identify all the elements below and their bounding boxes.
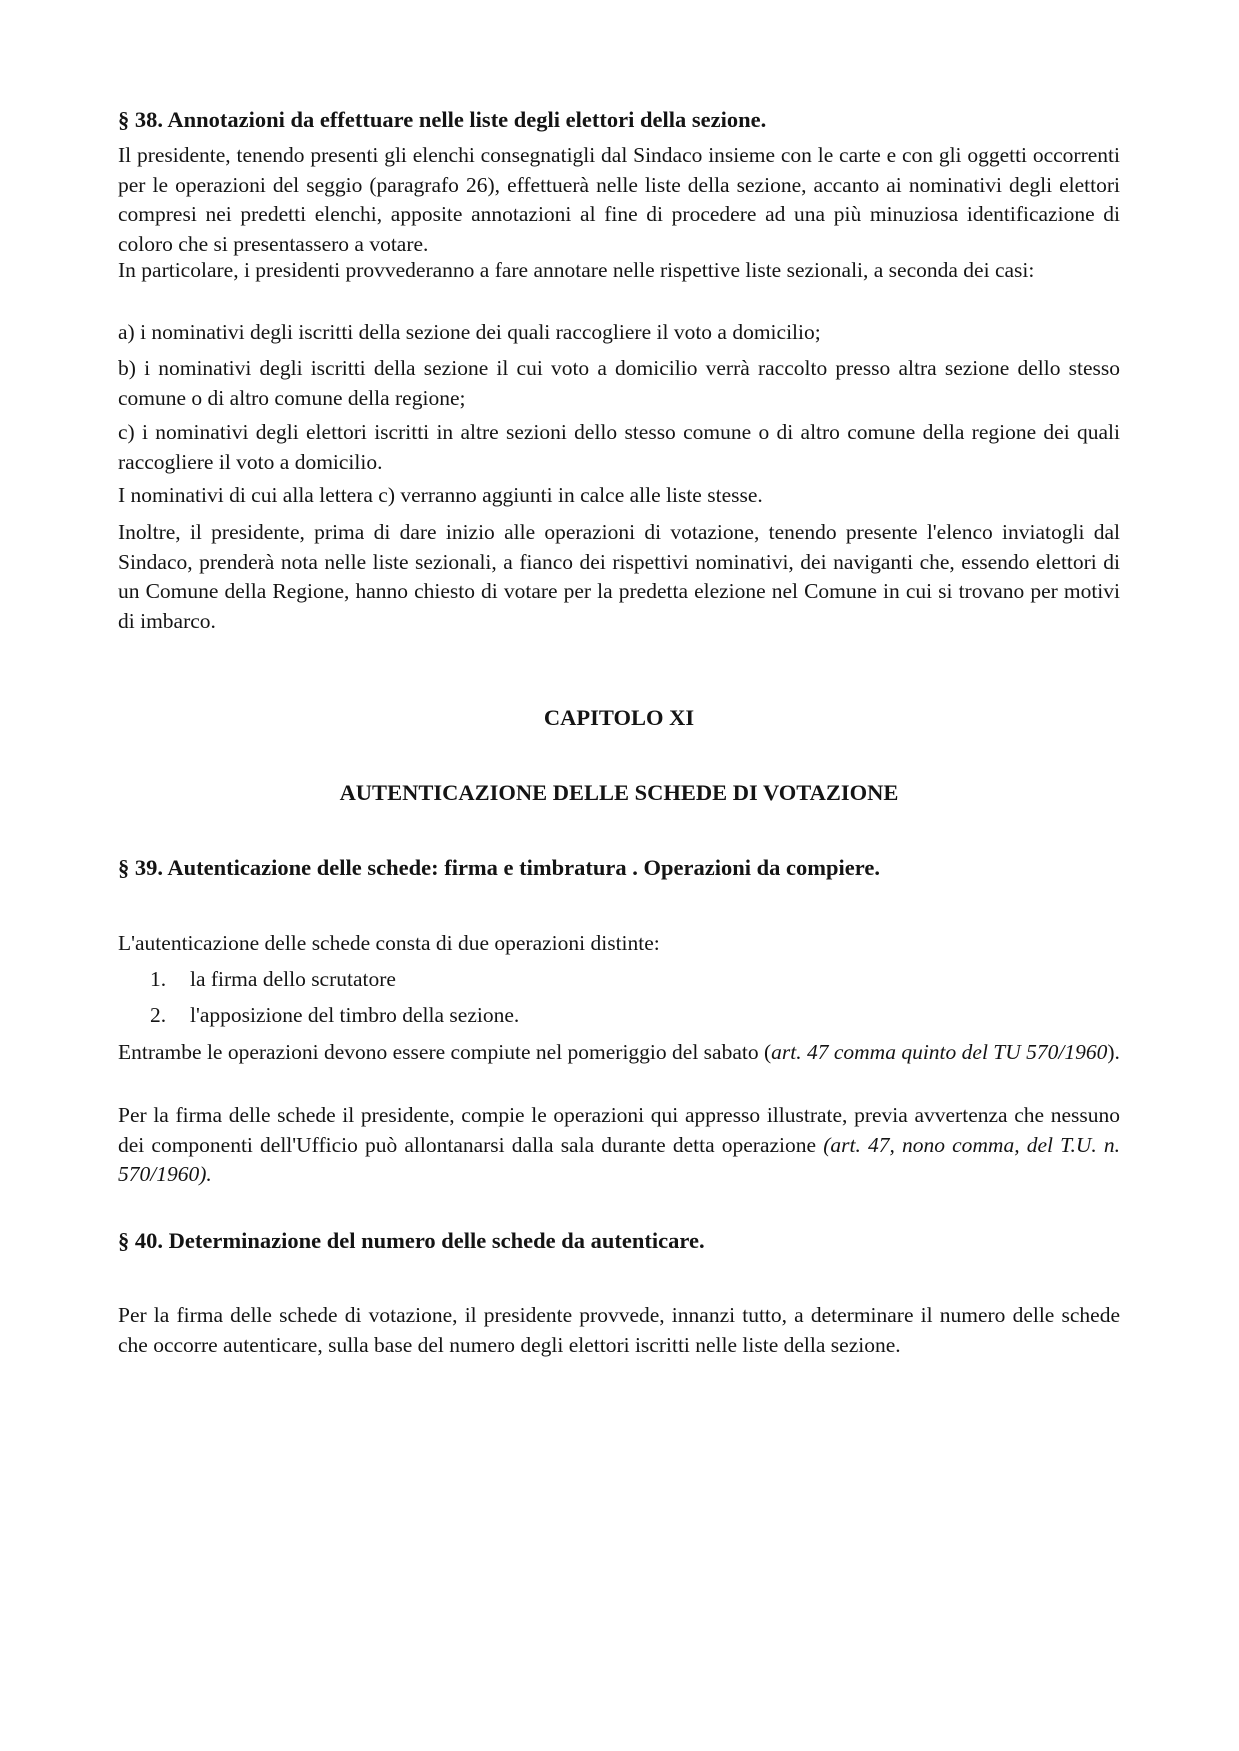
list-item-number: 2.	[150, 1003, 167, 1027]
section-38-item-a: a) i nominativi degli iscritti della sezione dei quali raccogliere il voto a domicilio;	[118, 320, 821, 344]
section-39-paragraph-1-text: Entrambe le operazioni devono essere compiute nel pomeriggio del sabato (	[118, 1040, 772, 1064]
section-38-paragraph-2: In particolare, i presidenti provvederanno a fare annotare nelle rispettive liste sezionali, a seconda dei casi:	[118, 258, 1035, 282]
section-40-paragraph-1: Per la firma delle schede di votazione, il presidente provvede, innanzi tutto, a determinare il numero delle schede che occorre autenticare, sulla base del numero degli elettori iscritti nelle liste della sezione.	[118, 1303, 1120, 1357]
section-38-title: § 38. Annotazioni da effettuare nelle liste degli elettori della sezione.	[118, 107, 767, 132]
section-39-paragraph-2-reference: (art. 47, nono comma, del T.U. n. 570/1960).	[118, 1132, 1120, 1186]
chapter-title: AUTENTICAZIONE DELLE SCHEDE DI VOTAZIONE	[339, 780, 899, 805]
section-39-paragraph-1	[118, 1038, 1120, 1068]
section-38-paragraph-4: Inoltre, il presidente, prima di dare inizio alle operazioni di votazione, tenendo presente l'elenco inviatogli dal Sindaco, prenderà nota nelle liste sezionali, a fianco dei rispettivi nominativi, dei naviganti che, essendo elettori di un Comune della Regione, hanno chiesto di votare per la predetta elezione nel Comune in cui si trovano per motivi di imbarco.	[118, 520, 1120, 633]
section-39-paragraph-2-text: Per la firma delle schede il presidente, compie le operazioni qui appresso illustrate, previa avvertenza che nessuno dei componenti dell'Ufficio può allontanarsi dalla sala durante detta operazione	[118, 1103, 1120, 1157]
section-38-item-b: b) i nominativi degli iscritti della sezione il cui voto a domicilio verrà raccolto presso altra sezione dello stesso comune o di altro comune della regione;	[118, 356, 1120, 410]
section-38-item-c: c) i nominativi degli elettori iscritti in altre sezioni dello stesso comune o di altro comune della regione dei quali raccogliere il voto a domicilio.	[118, 420, 1120, 474]
list-item	[150, 1001, 519, 1031]
section-38-paragraph-3: I nominativi di cui alla lettera c) verranno aggiunti in calce alle liste stesse.	[118, 483, 763, 507]
section-39-paragraph-2	[118, 1101, 1120, 1190]
section-39-paragraph-1-end: ).	[1107, 1040, 1120, 1064]
list-item-text: la firma dello scrutatore	[190, 967, 396, 991]
section-39-intro: L'autenticazione delle schede consta di due operazioni distinte:	[118, 931, 660, 955]
section-40-title: § 40. Determinazione del numero delle schede da autenticare.	[118, 1228, 705, 1253]
list-item	[150, 965, 396, 995]
list-item-number: 1.	[150, 967, 167, 991]
chapter-number: CAPITOLO XI	[543, 705, 695, 730]
section-38-paragraph-1: Il presidente, tenendo presenti gli elenchi consegnatigli dal Sindaco insieme con le carte e con gli oggetti occorrenti per le operazioni del seggio (paragrafo 26), effettuerà nelle liste della sezione, accanto ai nominativi degli elettori compresi nei predetti elenchi, apposite annotazioni al fine di procedere ad una più minuziosa identificazione di coloro che si presentassero a votare.	[118, 143, 1120, 256]
section-39-paragraph-1-reference: art. 47 comma quinto del TU 570/1960	[771, 1040, 1108, 1064]
list-item-text: l'apposizione del timbro della sezione.	[190, 1003, 520, 1027]
section-39-title: § 39. Autenticazione delle schede: firma e timbratura . Operazioni da compiere.	[118, 855, 880, 880]
